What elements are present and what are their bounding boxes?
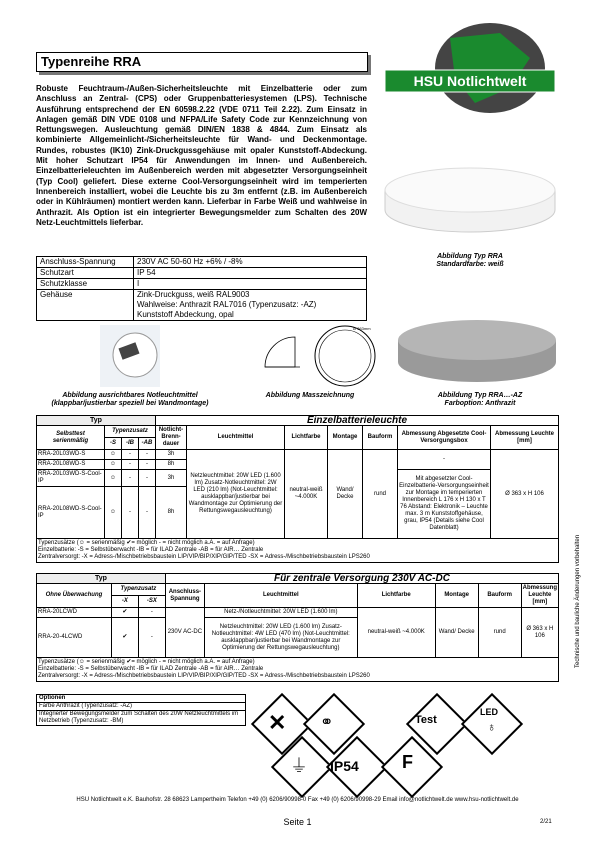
spec-key: Schutzart xyxy=(37,268,134,279)
logo xyxy=(380,18,560,118)
x-icon: ✕ xyxy=(268,710,287,735)
table-section-title: Für zentrale Versorgung 230V AC-DC xyxy=(165,574,558,584)
page-number: 2/21 xyxy=(540,819,552,825)
col-header: Bauform xyxy=(363,426,398,450)
col-header: -AB xyxy=(139,438,156,450)
cell: ✔ xyxy=(111,618,138,658)
cell: - xyxy=(122,487,139,539)
caption-text: Abbildung ausrichtbares Notleuchtmittel xyxy=(62,392,198,399)
ground-icon: ⏚ xyxy=(290,756,308,776)
col-header: Lichtfarbe xyxy=(357,584,435,608)
col-header: Anschluss-Spannung xyxy=(165,584,204,608)
cell-typ: RRA-20L08WD-S xyxy=(37,460,105,470)
luminaire-anthrazit-graphic xyxy=(395,318,560,384)
spec-key: Schutzklasse xyxy=(37,279,134,290)
cell-bauform: rund xyxy=(363,450,398,539)
cell-leuchtmittel: Netz-/Notleuchtmittel: 20W LED (1.600 lm) xyxy=(204,608,357,618)
mount-image xyxy=(100,325,160,387)
col-header: Lichtfarbe xyxy=(285,426,328,450)
col-header: Abmessung Abgesetzte Cool-Versorgungsbox xyxy=(398,426,491,450)
cell-montage: Wand/ Decke xyxy=(435,608,478,658)
col-header: Bauform xyxy=(478,584,521,608)
side-note: Technische und bauliche Änderungen vorbehalten xyxy=(575,534,581,668)
spec-key: Anschluss-Spannung xyxy=(37,257,134,268)
table-row xyxy=(37,450,559,460)
caption-text: Abbildung Typ RRA…-AZ xyxy=(437,392,523,399)
logo-graphic xyxy=(380,18,560,118)
legend-line: Typenzusätze (☺ = serienmäßig ✔= möglich - = nicht möglich a.A. = auf Anfrage) xyxy=(38,659,255,665)
caption-rra xyxy=(390,253,550,269)
option-item: Integrierter Bewegungsmelder zum Schalten des 20W Netzleuchtmittels im Netzbetrieb (Typenzusatz: -BM) xyxy=(37,711,246,726)
ip54-label: IP54 xyxy=(330,758,359,774)
binoculars-icon: ⚭ xyxy=(320,714,334,731)
table-row xyxy=(37,608,559,618)
col-header: Typenzusatz xyxy=(111,584,165,596)
col-header: -SX xyxy=(138,596,165,608)
product-image-white xyxy=(380,140,560,240)
cell: ☺ xyxy=(105,450,122,460)
cell-leuchtmittel: Netzleuchtmittel: 20W LED (1.600 lm) Zusatz-Notleuchtmittel: 2W LED (210 lm) (Not-Leuchtmittel: ausklappbar/justierbar bei Wandmontage zur Optimierung der Rettungswegausleuchtung) xyxy=(187,450,285,539)
options-table xyxy=(36,694,246,726)
table-header-typ: Typ xyxy=(37,416,156,426)
legend-line: Einzelbatterie: -S = Selbstüberwacht -IB = für ILAD Zentrale -AB = für AIR… Zentrale xyxy=(38,547,264,553)
cell: - xyxy=(122,470,139,487)
cell-leuchtmittel: Netzleuchtmittel: 20W LED (1.600 lm) Zusatz-Notleuchtmittel: 4W LED (470 lm) (Not-Leuchtmittel: ausklappbar/justierbar bei Wandmontage zur Optimierung der Rettungswegausleuchtung) xyxy=(204,618,357,658)
cell: 8h xyxy=(156,487,187,539)
spec-value-line: Kunststoff Abdeckung, opal xyxy=(137,310,234,319)
dimension-graphic xyxy=(245,322,385,390)
product-image-anthrazit xyxy=(395,318,560,384)
cell: - xyxy=(138,608,165,618)
cell-lichtfarbe: neutral-weiß ~4.000K xyxy=(357,608,435,658)
cell-montage: Wand/ Decke xyxy=(328,450,363,539)
spec-key: Gehäuse xyxy=(37,290,134,321)
caption-anthrazit xyxy=(405,392,555,408)
dimension-label: Ø 363mm xyxy=(353,326,371,331)
cell: - xyxy=(139,487,156,539)
cell: - xyxy=(139,450,156,460)
cell-cool: - xyxy=(398,450,491,470)
cell: - xyxy=(138,618,165,658)
cell-abmessung: Ø 363 x H 106 xyxy=(521,608,558,658)
cell-abmessung: Ø 363 x H 106 xyxy=(491,450,559,539)
intro-text: Robuste Feuchtraum-/Außen-Sicherheitsleuchte mit Einzelbatterie oder zum Anschluss an Zentral- (CPS) oder Gruppenbatteriesystemen (LPS). Technische Ausführung entsprechend der EN 60598.2.22 (VDE 0711 Teil 2.22). Zum Einsatz in Anlagen gemäß DIN VDE 0108 und NFPA/Life Safety Code zur Kennzeichnung von Rettungswegen. Ausleuchtung gemäß DIN/EN 1838 & 4844. Zum Einsatz als kombinierte Allgemeinlicht-/Sicherheitsleuchte für Wand- und Deckenmontage. Rundes, robustes (IK10) Zink-Druckgussgehäuse mit opaler Kunststoff-Abdeckung. Mit hoher Schutzart IP54 für Anwendungen im Innen- und Außenbereich. Einzelbatterieleuchten im Außenbereich werden mit abgesetzter Versorgungseinheit (Typ Cool) geliefert. Diese externe Cool-Versorgungseinheit wird im temperierten Innenbereich installiert, wobei die Leuchte bis zu 3m entfernt (z.B. im Außenbereich oder in Kühlräumen) montiert werden kann. Lieferbar in Farbe Weiß und wahlweise in Anthrazit. Als Option ist ein integrierter Bewegungsmelder zum Schalten des 20W Netz-Leuchtmittels lieferbar. xyxy=(36,84,367,227)
cell-typ: RRA-20L08WD-S-Cool-IP xyxy=(37,487,105,539)
spec-row xyxy=(37,257,367,268)
cell: - xyxy=(139,470,156,487)
page-label: Seite 1 xyxy=(283,817,312,827)
col-header: Montage xyxy=(435,584,478,608)
footer-address: HSU Notlichtwelt e.K. Bauhofstr. 28 68623 Lampertheim Telefon +49 (0) 6206/90998-0 Fax +49 (0) 6206/90998-29 Email info@notlichtwelt.de www.hsu-notlichtwelt.de xyxy=(76,797,519,803)
spec-value-line: Wahlweise: Anthrazit RAL7016 (Typenzusatz: -AZ) xyxy=(137,300,317,309)
cell-lichtfarbe: neutral-weiß ~4.000K xyxy=(285,450,328,539)
cell-typ: RRA-20LCWD xyxy=(37,608,112,618)
col-header: Ohne Überwachung xyxy=(37,584,112,608)
caption-subtext: (klappbar/justierbar speziell bei Wandmontage) xyxy=(51,400,209,407)
cell-anschluss: 230V AC-DC xyxy=(165,608,204,658)
legend-line: Einzelbatterie: -S = Selbstüberwacht -IB = für ILAD Zentrale -AB = für AIR… Zentrale xyxy=(38,666,264,672)
legend-line: Zentralversorgt: -X = Adress-/Mischbetriebsbaustein LIP/VIP/BIP/XIP/GIP/TED -SX = Adress-/Mischbetriebsbaustein LPS260 xyxy=(38,673,370,679)
cell: ☺ xyxy=(105,470,122,487)
led-icon: ♁ xyxy=(487,720,496,734)
dimension-drawing xyxy=(245,322,385,390)
spec-value: IP 54 xyxy=(134,268,367,279)
col-header: Notlicht-Brenn-dauer xyxy=(156,426,187,450)
table-header-typ: Typ xyxy=(37,574,166,584)
col-header: Selbsttest serienmäßig xyxy=(37,426,105,450)
caption-subtext: Standardfarbe: weiß xyxy=(436,261,504,268)
spec-value-line: Zink-Druckguss, weiß RAL9003 xyxy=(137,290,250,299)
cell-bauform: rund xyxy=(478,608,521,658)
cell: ☺ xyxy=(105,460,122,470)
spec-row xyxy=(37,290,367,321)
col-header: Leuchtmittel xyxy=(204,584,357,608)
col-header: -IB xyxy=(122,438,139,450)
page-title-box xyxy=(36,52,368,72)
cell: ✔ xyxy=(111,608,138,618)
cell: ☺ xyxy=(105,487,122,539)
cell: 8h xyxy=(156,460,187,470)
cell-typ: RRA-20L03WD-S-Cool-IP xyxy=(37,470,105,487)
options-title: Optionen xyxy=(37,695,246,703)
cell: - xyxy=(139,460,156,470)
caption-mount xyxy=(40,392,220,408)
luminaire-white-graphic xyxy=(380,140,560,240)
col-header: -X xyxy=(111,596,138,608)
spec-row xyxy=(37,279,367,290)
spec-table xyxy=(36,256,367,321)
legend-block xyxy=(37,539,559,563)
col-header: Montage xyxy=(328,426,363,450)
col-header: -S xyxy=(105,438,122,450)
col-header: Abmessung Leuchte [mm] xyxy=(521,584,558,608)
legend-line: Typenzusätze (☺ = serienmäßig ✔= möglich - = nicht möglich a.A. = auf Anfrage) xyxy=(38,540,255,546)
caption-dims: Abbildung Masszeichnung xyxy=(265,392,355,399)
test-label: Test xyxy=(415,714,437,726)
cell-cool: Mit abgesetzter Cool-Einzelbatterie-Versorgungseinheit zur Montage im temperierten Innenbereich L 176 x H 130 x T 76 Abstand: Elektronik – Leuchte max. 3 m Kunststoffgehäuse, grau, IP54 (Details siehe Cool Datenblatt) xyxy=(398,470,491,539)
logo-text: HSU Notlichtwelt xyxy=(413,73,527,89)
spec-value xyxy=(134,290,367,321)
col-header: Typenzusatz xyxy=(105,426,156,438)
col-header: Leuchtmittel xyxy=(187,426,285,450)
legend-block xyxy=(37,658,559,682)
led-label: LED xyxy=(480,707,498,717)
cell-typ: RRA-20-4LCWD xyxy=(37,618,112,658)
legend-line: Zentralversorgt: -X = Adress-/Mischbetriebsbaustein LIP/VIP/BIP/XIP/GIP/TED -SX = Adress-/Mischbetriebsbaustein LPS260 xyxy=(38,554,370,560)
cell: - xyxy=(122,460,139,470)
f-icon: F xyxy=(402,752,413,772)
cell-typ: RRA-20L03WD-S xyxy=(37,450,105,460)
cell: 3h xyxy=(156,450,187,460)
mount-graphic xyxy=(100,325,160,387)
central-supply-table xyxy=(36,573,559,682)
col-header: Abmessung Leuchte [mm] xyxy=(491,426,559,450)
cell: - xyxy=(122,450,139,460)
option-item: Farbe Anthrazit (Typenzusatz: -AZ) xyxy=(37,703,246,711)
caption-text: Abbildung Typ RRA xyxy=(437,253,503,260)
page-title: Typenreihe RRA xyxy=(41,54,142,69)
symbols-area xyxy=(250,690,550,795)
spec-value: 230V AC 50-60 Hz +6% / -8% xyxy=(134,257,367,268)
table-section-title: Einzelbatterieleuchte xyxy=(156,416,559,426)
single-battery-table xyxy=(36,415,559,563)
caption-subtext: Farboption: Anthrazit xyxy=(444,400,516,407)
cell: 3h xyxy=(156,470,187,487)
spec-value: I xyxy=(134,279,367,290)
spec-row xyxy=(37,268,367,279)
